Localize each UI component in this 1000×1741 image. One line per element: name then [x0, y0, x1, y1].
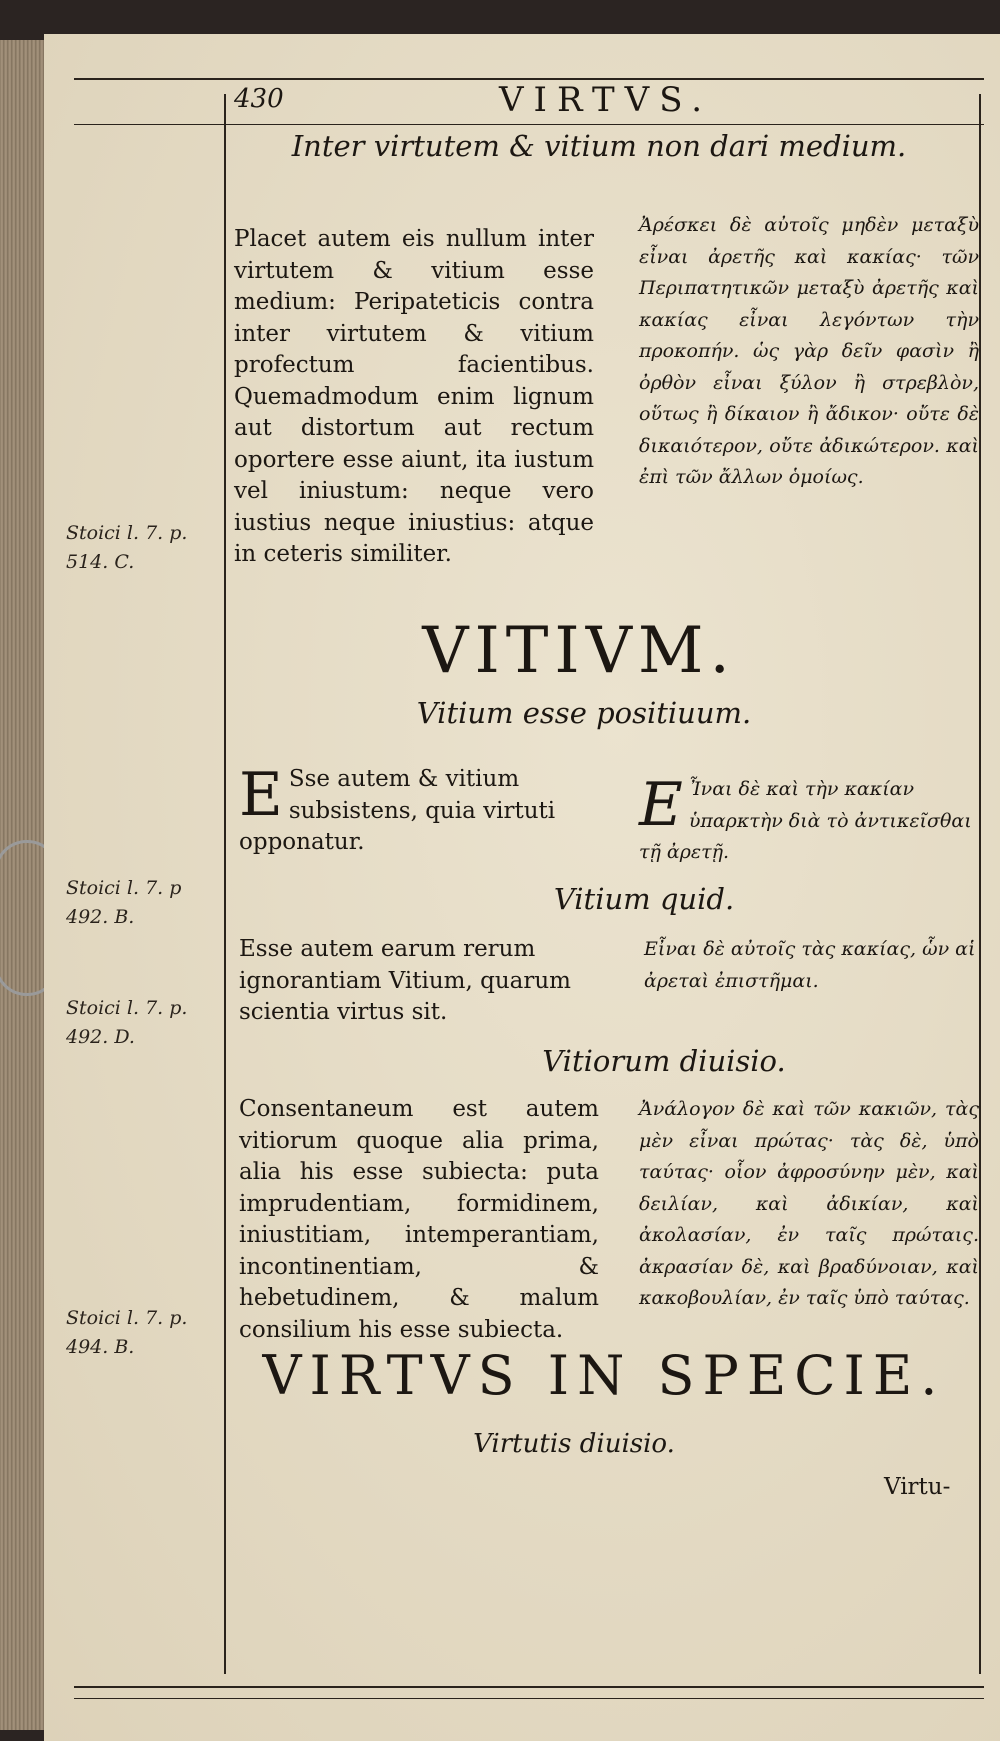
book-page — [44, 34, 1000, 1741]
vitium-title: VITIVM. — [422, 614, 736, 688]
greek-paragraph: Ἀρέσκει δὲ αὐτοῖς μηδὲν μεταξὺ εἶναι ἀρετῆς καὶ κακίας· τῶν Περιπατητικῶν μεταξὺ ἀρετῆς καὶ κακίας εἶναι λεγόντων τὴν προκοπήν. ὡς γὰρ δεῖν φασὶν ἢ ὀρθὸν εἶναι ξύλον ἢ στρεβλὸν, οὕτως ἢ δίκαιον ἢ ἄδικον· οὔτε δὲ δικαιότερον, οὔτε ἀδικώτερον. καὶ ἐπὶ τῶν ἄλλων ὁμοίως. — [639, 214, 979, 488]
latin-paragraph: Esse autem earum rerum ignorantiam Vitium, quarum scientia virtus sit. — [239, 936, 571, 1025]
latin-text-block — [239, 1094, 599, 1346]
latin-text-block — [234, 224, 594, 571]
greek-paragraph: Εἶναι δὲ αὐτοῖς τὰς κακίας, ὧν αἱ ἀρεταὶ ἐπιστῆμαι. — [644, 938, 976, 992]
greek-text-block — [644, 934, 979, 997]
margin-note: Stoici l. 7. p. 514. C. — [66, 522, 188, 573]
margin-note: Stoici l. 7. p. 492. D. — [66, 997, 188, 1048]
drop-capital: E — [639, 770, 683, 840]
greek-text-block — [639, 770, 979, 869]
greek-paragraph: Ἀνάλογον δὲ καὶ τῶν κακιῶν, τὰς μὲν εἶναι πρώτας· τὰς δὲ, ὑπὸ ταύτας· οἷον ἀφροσύνην μὲν, καὶ δειλίαν, καὶ ἀδικίαν, καὶ ἀκολασίαν, ἐν ταῖς πρώταις. ἀκρασίαν δὲ, καὶ βραδύνοιαν, καὶ κακοβουλίαν, ἐν ταῖς ὑπὸ ταύτας. — [639, 1098, 979, 1309]
greek-paragraph: Ἶναι δὲ καὶ τὴν κακίαν ὑπαρκτὴν διὰ τὸ ἀντικεῖσθαι τῇ ἀρετῇ. — [639, 778, 972, 863]
footer-rule-lower — [74, 1698, 984, 1699]
latin-paragraph: Sse autem & vitium subsistens, quia virtuti opponatur. — [239, 766, 556, 855]
header-rule-lower — [74, 124, 984, 125]
book-edge — [0, 40, 48, 1730]
margin-note: Stoici l. 7. p 492. B. — [66, 877, 182, 928]
catchword: Virtu- — [884, 1474, 951, 1500]
virtutis-subtitle: Virtutis diuisio. — [473, 1429, 675, 1459]
footer-rule — [74, 1686, 984, 1688]
greek-text-block — [639, 1094, 979, 1315]
section-heading-medium: Inter virtutem & vitium non dari medium. — [291, 129, 907, 163]
margin-note: Stoici l. 7. p. 494. B. — [66, 1307, 188, 1358]
virtus-in-specie-title: VIRTVS IN SPECIE. — [262, 1344, 946, 1407]
section-heading-vitium-quid: Vitium quid. — [553, 882, 735, 916]
page-number: 430 — [234, 84, 284, 114]
latin-text-block — [239, 760, 599, 859]
latin-paragraph: Placet autem eis nullum inter virtutem & vitium esse medium: Peripateticis contra inter virtutem & vitium profectum facientibus. Quemadmodum enim lignum aut distortum aut rectum oportere esse aiunt, ita iustum vel iniustum: neque vero iustius neque iniustius: atque in ceteris similiter. — [234, 226, 594, 567]
margin-rule-right — [979, 94, 981, 1674]
running-head: VIRTVS. — [499, 80, 713, 120]
vitium-subtitle: Vitium esse positiuum. — [416, 696, 752, 730]
latin-paragraph: Consentaneum est autem vitiorum quoque alia prima, alia his esse subiecta: puta imprudentiam, formidinem, iniustitiam, intemperantiam, incontinentiam, & hebetudinem, & malum consilium his esse subiecta. — [239, 1096, 599, 1343]
drop-capital: E — [239, 760, 283, 830]
latin-text-block — [239, 934, 599, 1029]
section-heading-vitiorum: Vitiorum diuisio. — [542, 1044, 786, 1078]
greek-text-block — [639, 210, 979, 494]
